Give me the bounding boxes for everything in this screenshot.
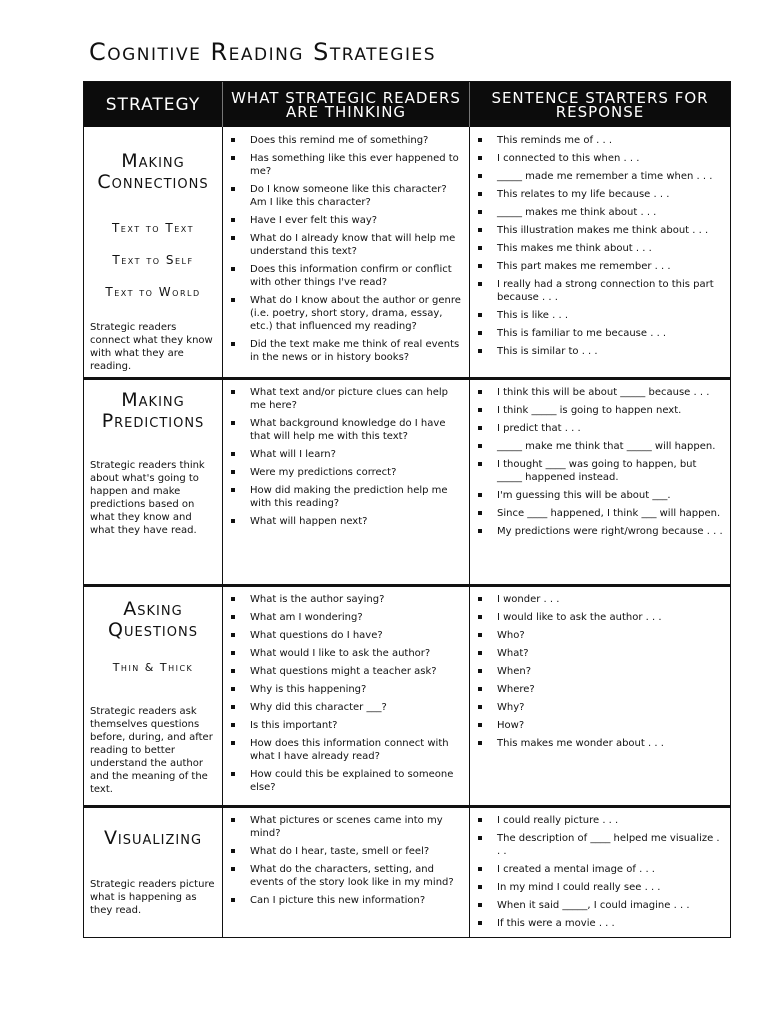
list-item: I predict that . . . [470,422,724,435]
list-item: What do the characters, setting, and events of the story look like in my mind? [223,863,463,889]
list-item: Do I know someone like this character? Am I like this character? [223,183,463,209]
strategy-name [84,828,222,849]
list-item: If this were a movie . . . [470,917,724,930]
list-item: What questions might a teacher ask? [223,665,463,678]
bullet-icon [231,298,235,302]
bullet-icon [478,426,482,430]
bullet-icon [478,210,482,214]
list-item: What would I like to ask the author? [223,647,463,660]
bullet-icon [478,705,482,709]
list-item: I thought ____ was going to happen, but _____ happened instead. [470,458,724,484]
bullet-icon [478,615,482,619]
bullet-icon [478,597,482,601]
list-item: Does this information confirm or conflict with other things I've read? [223,263,463,289]
list-item: Who? [470,629,724,642]
bullet-icon [478,687,482,691]
strategy-cell-predictions [84,380,222,584]
bullet-icon [231,741,235,745]
header-thinking: WHAT STRATEGIC READERS ARE THINKING [223,82,470,127]
bullet-icon [231,187,235,191]
list-item: _____ make me think that _____ will happen. [470,440,724,453]
list-item: This is similar to . . . [470,345,724,358]
list-item: Is this important? [223,719,463,732]
list-item: I think this will be about _____ because . . . [470,386,724,399]
bullet-icon [231,849,235,853]
bullet-icon [478,174,482,178]
list-item: How does this information connect with what I have already read? [223,737,463,763]
thinking-cell-predictions [223,386,469,584]
list-item: I'm guessing this will be about ___. [470,489,724,502]
bullet-icon [231,633,235,637]
bullet-icon [478,192,482,196]
bullet-icon [231,597,235,601]
list-item: What pictures or scenes came into my mind? [223,814,463,840]
starters-list [470,814,724,930]
list-item: Why? [470,701,724,714]
list-item: This makes me wonder about . . . [470,737,724,750]
bullet-icon [478,408,482,412]
bullet-icon [231,615,235,619]
list-item: In my mind I could really see . . . [470,881,724,894]
list-item: What text and/or picture clues can help me here? [223,386,463,412]
bullet-icon [231,772,235,776]
bullet-icon [478,349,482,353]
strategies-table [83,81,731,938]
list-item: What will happen next? [223,515,463,528]
starters-list [470,386,724,538]
strategy-name-line: Asking [123,598,183,620]
bullet-icon [231,390,235,394]
list-item: What is the author saying? [223,593,463,606]
strategy-name-line: Predictions [101,410,205,432]
bullet-icon [478,867,482,871]
list-item: Did the text make me think of real events in the news or in history books? [223,338,463,364]
thinking-list [223,814,463,907]
bullet-icon [231,867,235,871]
thinking-list [223,593,463,794]
bullet-icon [478,138,482,142]
bullet-icon [231,452,235,456]
list-item: Where? [470,683,724,696]
strategy-name-line: Connections [97,171,209,193]
bullet-icon [478,651,482,655]
list-item: This relates to my life because . . . [470,188,724,201]
starters-list [470,134,724,358]
starters-cell-predictions [470,386,730,584]
list-item: What will I learn? [223,448,463,461]
bullet-icon [231,218,235,222]
bullet-icon [231,138,235,142]
header-strategy: STRATEGY [84,82,223,127]
bullet-icon [478,723,482,727]
bullet-icon [231,898,235,902]
starters-list [470,593,724,750]
strategy-name-line: Making [121,389,185,411]
strategy-subtype: Text to Self [112,253,194,267]
bullet-icon [231,651,235,655]
list-item: This illustration makes me think about . . . [470,224,724,237]
strategy-name [84,151,222,193]
thinking-cell-connections [223,134,469,377]
strategy-subtype: Text to Text [111,221,195,235]
bullet-icon [231,519,235,523]
list-item: How could this be explained to someone else? [223,768,463,794]
list-item: The description of ____ helped me visualize . . . [470,832,724,858]
strategy-subtype: Text to World [105,285,201,299]
bullet-icon [231,267,235,271]
list-item: Why is this happening? [223,683,463,696]
list-item: Were my predictions correct? [223,466,463,479]
bullet-icon [478,282,482,286]
bullet-icon [478,529,482,533]
page-title: Cognitive Reading Strategies [89,38,437,66]
bullet-icon [231,705,235,709]
bullet-icon [231,687,235,691]
list-item: What do I hear, taste, smell or feel? [223,845,463,858]
bullet-icon [478,885,482,889]
bullet-icon [478,390,482,394]
list-item: What questions do I have? [223,629,463,642]
list-item: This part makes me remember . . . [470,260,724,273]
bullet-icon [231,723,235,727]
list-item: I connected to this when . . . [470,152,724,165]
strategy-cell-connections [84,127,222,377]
bullet-icon [231,669,235,673]
bullet-icon [231,342,235,346]
list-item: I would like to ask the author . . . [470,611,724,624]
list-item: _____ makes me think about . . . [470,206,724,219]
list-item: When it said _____, I could imagine . . . [470,899,724,912]
bullet-icon [231,818,235,822]
list-item: This reminds me of . . . [470,134,724,147]
list-item: My predictions were right/wrong because . . . [470,525,724,538]
list-item: Can I picture this new information? [223,894,463,907]
bullet-icon [478,462,482,466]
strategy-name-line: Questions [108,619,198,641]
bullet-icon [478,228,482,232]
bullet-icon [478,818,482,822]
bullet-icon [478,156,482,160]
thinking-list [223,386,463,528]
strategy-subtype: Thin & Thick [112,661,194,674]
starters-cell-questions [470,593,730,805]
starters-cell-connections [470,134,730,377]
bullet-icon [231,488,235,492]
list-item: I could really picture . . . [470,814,724,827]
bullet-icon [478,633,482,637]
list-item: What? [470,647,724,660]
bullet-icon [478,444,482,448]
bullet-icon [231,236,235,240]
thinking-cell-questions [223,593,469,805]
bullet-icon [478,264,482,268]
starters-cell-visualizing [470,814,730,937]
bullet-icon [478,741,482,745]
list-item: How? [470,719,724,732]
bullet-icon [231,421,235,425]
bullet-icon [231,470,235,474]
list-item: Since ____ happened, I think ___ will happen. [470,507,724,520]
strategy-description: Strategic readers think about what's going to happen and make predictions based on what they know and what they have read. [90,460,205,536]
list-item: Have I ever felt this way? [223,214,463,227]
strategy-name-line: Making [121,150,185,172]
strategy-name [84,390,222,432]
list-item: I think _____ is going to happen next. [470,404,724,417]
strategy-cell-visualizing [84,808,222,937]
bullet-icon [478,836,482,840]
list-item: _____ made me remember a time when . . . [470,170,724,183]
bullet-icon [478,903,482,907]
strategy-description: Strategic readers ask themselves questions before, during, and after reading to better understand the author and the meaning of the text. [90,706,213,795]
bullet-icon [231,156,235,160]
strategy-name-line: Visualizing [103,827,203,849]
list-item: I created a mental image of . . . [470,863,724,876]
bullet-icon [478,669,482,673]
list-item: This makes me think about . . . [470,242,724,255]
thinking-list [223,134,463,364]
list-item: I wonder . . . [470,593,724,606]
list-item: Has something like this ever happened to me? [223,152,463,178]
bullet-icon [478,246,482,250]
list-item: How did making the prediction help me with this reading? [223,484,463,510]
thinking-cell-visualizing [223,814,469,937]
bullet-icon [478,493,482,497]
bullet-icon [478,331,482,335]
bullet-icon [478,921,482,925]
bullet-icon [478,313,482,317]
strategy-description: Strategic readers connect what they know with what they are reading. [90,322,213,372]
strategy-name [84,599,222,641]
header-starters: SENTENCE STARTERS FOR RESPONSE [470,82,730,127]
strategy-description: Strategic readers picture what is happening as they read. [90,879,215,916]
list-item: What do I know about the author or genre (i.e. poetry, short story, drama, essay, etc.) that influenced my reading? [223,294,463,333]
strategy-cell-questions [84,587,222,805]
list-item: What do I already know that will help me understand this text? [223,232,463,258]
list-item: When? [470,665,724,678]
list-item: This is familiar to me because . . . [470,327,724,340]
list-item: What am I wondering? [223,611,463,624]
bullet-icon [478,511,482,515]
list-item: I really had a strong connection to this part because . . . [470,278,724,304]
list-item: This is like . . . [470,309,724,322]
list-item: Why did this character ___? [223,701,463,714]
list-item: Does this remind me of something? [223,134,463,147]
list-item: What background knowledge do I have that will help me with this text? [223,417,463,443]
